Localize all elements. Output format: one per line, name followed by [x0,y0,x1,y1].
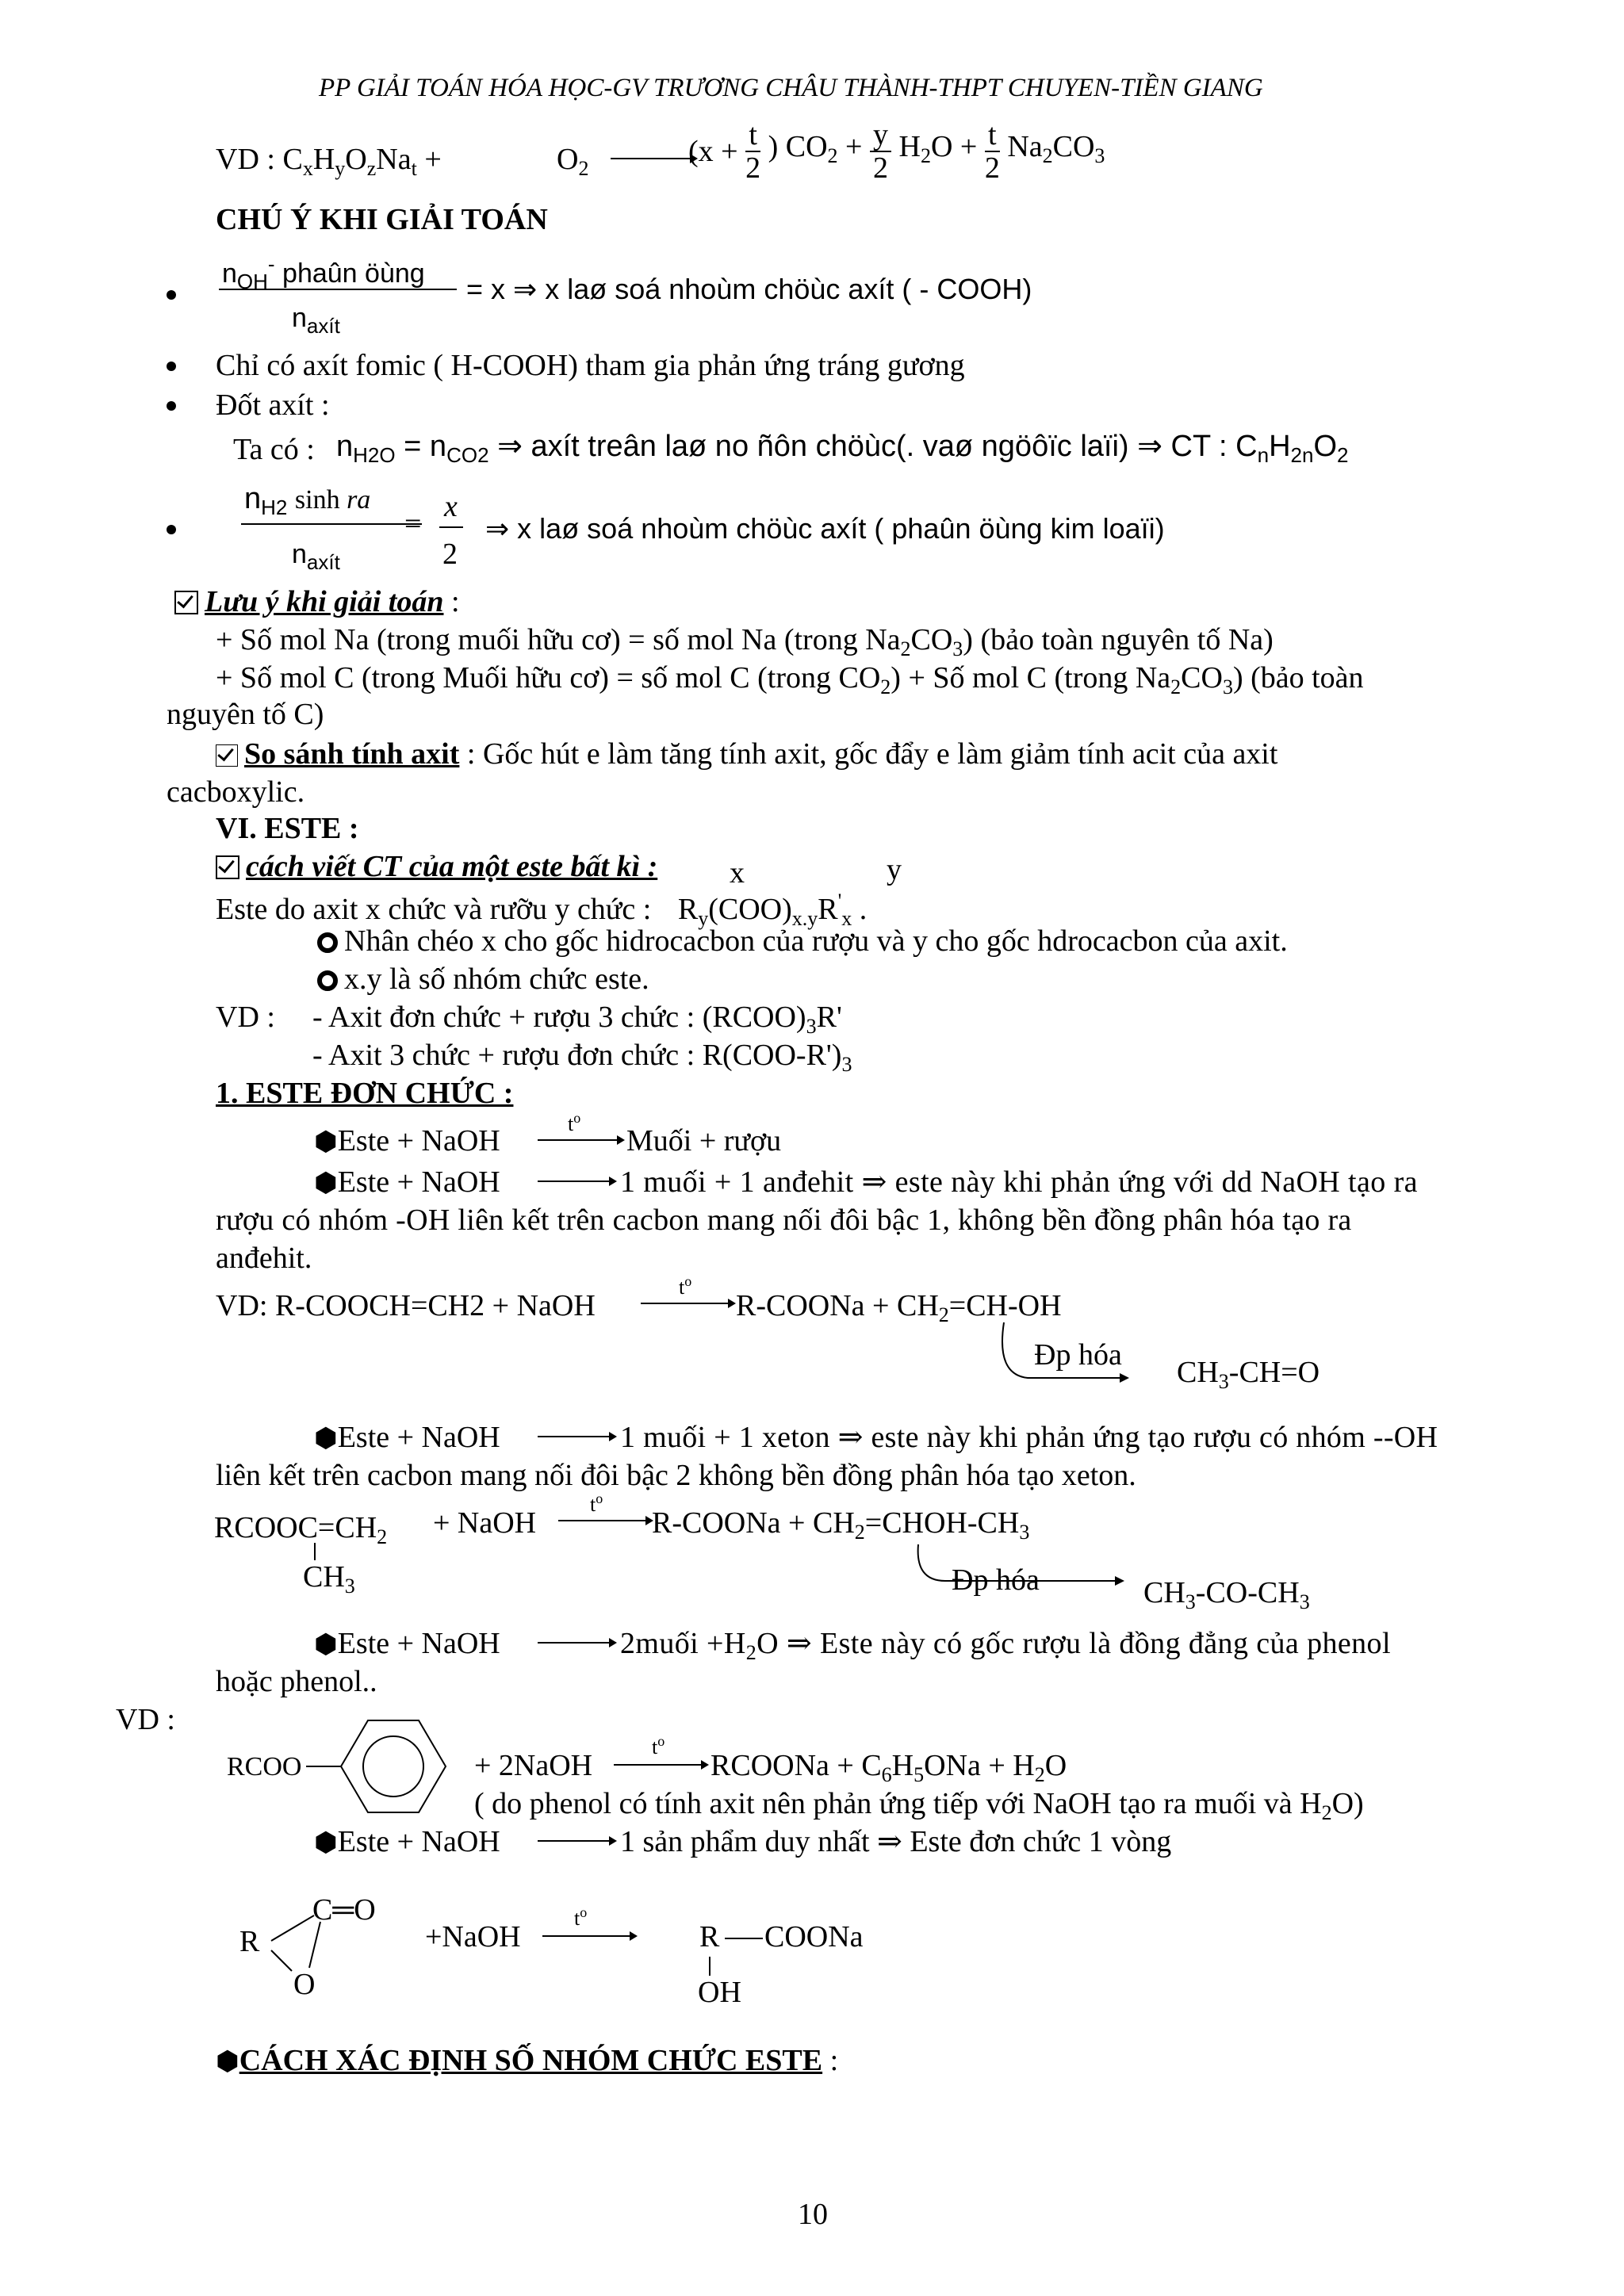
reaction2-b: rượu có nhóm -OH liên kết trên cacbon mang nối đôi bậc 1, không bền đồng phân hóa tạo ra [216,1203,1352,1237]
cach-viet-line: Este do axit x chức và rưỡu y chức : $R_y(COO)_{x.y}R'_x$ . [216,890,868,930]
luu-y-line2a: + Số mol C (trong Muối hữu cơ) = số mol C (trong $CO_2$) + Số mol C (trong $Na_2CO_3$) (bảo toàn [216,661,1364,698]
bullet1-num: $n_{OH}^-$ phaûn öùng [222,252,425,293]
reaction-arrow [614,1754,709,1773]
reaction2-right: 1 muối + 1 anđehit ⇒ este này khi phản ứng với dd NaOH tạo ra [620,1165,1418,1199]
vd2-prod: $CH_3-CO-CH_3$ [1143,1576,1310,1613]
cond-to: $t^o$ [574,1904,588,1930]
bond-line [314,1543,316,1560]
benzene-ring-icon [306,1717,449,1820]
reaction4-b: hoặc phenol.. [216,1665,377,1698]
fraction-bar [219,289,457,290]
vd1-left: VD: R-COOCH=CH2 + NaOH [216,1289,596,1322]
vd3-note: ( do phenol có tính axit nên phản ứng tiếp với NaOH tạo ra muối và $H_2O$) [474,1787,1364,1824]
bullet4-num: $n_{H2}$ sinh ra [244,482,371,519]
reaction-arrow [611,147,698,166]
so-sanh-text-b: cacboxylic. [167,775,305,809]
bond-line [709,1957,710,1976]
reaction-arrow [538,1425,617,1445]
cond-to: $t^o$ [679,1273,692,1299]
fraction-t-2: $\frac{t}{2}$ [745,118,761,185]
reaction4-right: 2muối $+H_2O$ ⇒ Este này có gốc rượu là đồng đẳng của phenol [620,1627,1391,1664]
este-don-title: 1. ESTE ĐƠN CHỨC : [216,1077,514,1110]
vd4-r: R [239,1925,260,1958]
cond-to: $t^o$ [568,1110,581,1135]
checkbox-icon [216,855,239,879]
section-vi-title: VI. ESTE : [216,812,359,845]
cach-viet-title: cách viết CT của một este bất kì : [246,850,658,883]
colon: : [443,585,460,618]
bullet3-text: Đốt axít : [216,388,330,422]
cach-viet-vd1: - Axit đơn chức + rượu 3 chức : $(RCOO)_3R'$ [312,1001,842,1038]
bullet-ring-icon [317,970,338,991]
reaction1-right: Muối + rượu [626,1124,782,1158]
o2: $O_2$ [557,143,589,180]
reaction3-b: liên kết trên cacbon mang nối đôi bậc 2 không bền đồng phân hóa tạo xeton. [216,1459,1136,1492]
sup-x: x [730,856,745,890]
colon: : [822,2044,839,2077]
vd3-rcoo: RCOO [227,1752,302,1781]
hexagon-bullet-icon: ⬢ [314,1127,338,1157]
so-sanh-line [216,736,1277,772]
hexagon-bullet-icon: ⬢ [314,1424,338,1453]
vd4-co: C═O [312,1893,376,1927]
chu-y-title: CHÚ Ý KHI GIẢI TOÁN [216,203,548,236]
bullet2-text: Chỉ có axít fomic ( H-COOH) tham gia phản ứng tráng gương [216,349,965,382]
reaction-arrow [538,1129,625,1148]
vd3-right: RCOONa + $C_6H_5ONa + H_2O$ [710,1749,1067,1786]
hexagon-bullet-icon: ⬢ [216,2047,239,2076]
fraction-bar [241,523,422,525]
bullet4-eq: = [404,507,422,541]
vd2-right: R-COONa + $CH_2=CHOH-CH_3$ [652,1506,1030,1544]
reaction5-right: 1 sản phẩm duy nhất ⇒ Este đơn chức 1 vòng [620,1825,1172,1858]
reaction-arrow [641,1292,736,1311]
bullet-dot [167,401,176,411]
cach-viet-b1: Nhân chéo x cho gốc hidrocacbon của rượu và y cho gốc hdrocacbon của axit. [317,923,1288,959]
vd-salt-equation [216,141,442,187]
vd3-mid: + 2NaOH [474,1749,593,1782]
vd2-left: $RCOOC=CH_2$ [214,1511,388,1548]
vd2-dp: Đp hóa [952,1563,1040,1597]
reaction4: ⬢Este + NaOH [314,1627,500,1660]
reaction3-right: 1 muối + 1 xeton ⇒ este này khi phản ứng tạo rượu có nhóm --OH [620,1421,1438,1454]
bullet-ring-icon [317,932,338,953]
page-number: 10 [798,2198,828,2231]
reaction2-c: anđehit. [216,1242,312,1275]
salt-reactant: $C_xH_yO_zNa_t$ + [282,143,442,180]
bullet-dot [167,525,176,534]
reaction-arrow [538,1170,617,1189]
reaction5: ⬢Este + NaOH [314,1825,500,1858]
reaction-arrow [558,1510,653,1529]
page-header: PP GIẢI TOÁN HÓA HỌC-GV TRƯƠNG CHÂU THÀNH-THPT CHUYEN-TIỀN GIANG [319,74,1263,102]
luu-y-title: Lưu ý khi giải toán [205,585,444,618]
bullet-dot [167,362,176,371]
vd-label: VD : [216,143,283,176]
so-sanh-title: So sánh tính axit [244,737,460,771]
vd1-dp: Đp hóa [1034,1338,1122,1372]
cach-viet-vd2: - Axit 3 chức + rượu đơn chức : $R(COO-R')_3$ [312,1039,852,1076]
ta-co-label: Ta có : [233,433,315,466]
luu-y-heading [174,584,460,620]
bullet1-rest: = x ⇒ x laø soá nhoùm chöùc axít ( - COOH) [466,273,1032,305]
reaction-arrow [538,1632,617,1651]
vd1-prod: $CH_3-CH=O$ [1177,1356,1320,1393]
ta-co-expr: $n_{H2O} = n_{CO2}$ ⇒ axít treân laø no ñôn chöùc(. vaø ngöôïc laïi) ⇒ CT : $C_nH_{2n}O_2$ [336,430,1349,467]
vd1-right: R-COONa + $CH_2=CH-OH$ [736,1289,1062,1326]
vd4-coona: COONa [764,1920,864,1954]
checkbox-icon [216,744,238,767]
luu-y-line1: + Số mol Na (trong muối hữu cơ) = số mol Na (trong $Na_2CO_3$) (bảo toàn nguyên tố Na) [216,623,1274,660]
vd2-ch3: $CH_3$ [303,1560,355,1598]
vd4-r2: R [699,1920,720,1954]
reaction2: ⬢Este + NaOH [314,1165,500,1199]
salt-products: (x + $\frac{t}{2}$ ) $CO_2$ + $\frac{y}{2}$ $H_2O$ + $\frac{t}{2}$ $Na_2CO_3$ [688,118,1105,185]
sup-y: y [887,853,902,886]
bullet1-den: $n_{axít}$ [292,303,340,338]
reaction-arrow [542,1925,638,1944]
cach-viet-b2: x.y là số nhóm chức este. [317,961,649,997]
cach-viet-heading [216,848,657,885]
fraction-bar [439,526,463,528]
vd3-label: VD : [116,1703,175,1736]
cond-to: $t^o$ [590,1490,603,1516]
fraction-t-2b: $\frac{t}{2}$ [984,118,1000,185]
bond-line [725,1938,763,1939]
checkbox-icon [174,591,198,614]
luu-y-line2b: nguyên tố C) [167,698,324,731]
reaction1: ⬢Este + NaOH [314,1124,500,1158]
so-sanh-text: : Gốc hút e làm tăng tính axit, gốc đẩy e làm giảm tính acit của axit [459,737,1278,771]
hexagon-bullet-icon: ⬢ [314,1630,338,1659]
bullet4-eq-den: 2 [442,538,458,571]
bullet4-den: $n_{axít}$ [292,539,340,574]
cach-xac-dinh-heading [216,2042,838,2080]
vd2-mid: + NaOH [433,1506,537,1540]
reaction3: ⬢Este + NaOH [314,1421,500,1454]
reaction-arrow [538,1830,617,1849]
cach-viet-vd-label: VD : [216,1001,275,1034]
bullet4-eq-num: x [444,490,458,523]
vd4-o: O [293,1968,316,2001]
vd4-mid: +NaOH [425,1920,521,1954]
hexagon-bullet-icon: ⬢ [314,1169,338,1198]
cond-to: $t^o$ [652,1733,665,1758]
bullet-dot [167,290,176,300]
bullet4-rest: ⇒ x laø soá nhoùm chöùc axít ( phaûn öùng kim loaïi) [485,512,1165,545]
fraction-y-2: $\frac{y}{2}$ [870,119,891,184]
hexagon-bullet-icon: ⬢ [314,1828,338,1858]
vd4-oh: OH [698,1976,741,2009]
ring-bonds [259,1911,338,1982]
cach-xac-dinh-title: CÁCH XÁC ĐỊNH SỐ NHÓM CHỨC ESTE [239,2044,823,2077]
